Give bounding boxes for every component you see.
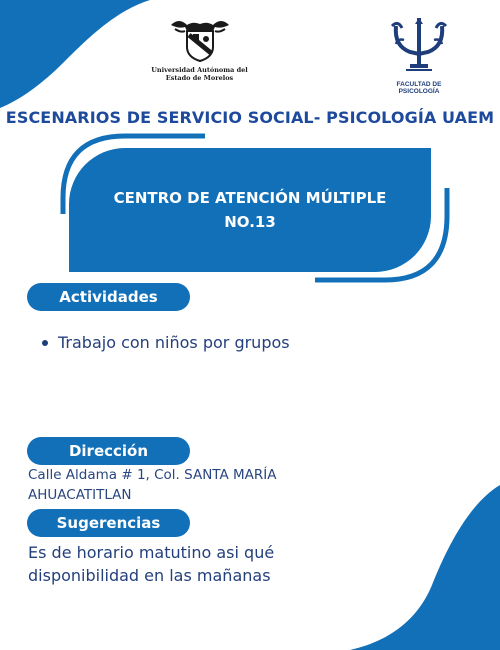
decorative-blob-bottom-right — [350, 485, 500, 650]
center-name-line2: NO.13 — [224, 213, 276, 231]
actividades-list-item — [42, 333, 290, 352]
sugerencias-label: Sugerencias — [27, 509, 190, 537]
uaem-logo — [142, 15, 257, 82]
psicologia-name: FACULTAD DE PSICOLOGÍA — [396, 81, 442, 95]
psicologia-logo — [378, 16, 460, 95]
direccion-label: Dirección — [27, 437, 190, 465]
uaem-seal-icon — [169, 15, 231, 63]
uaem-name-line1: Universidad Autónoma del — [151, 66, 248, 74]
bullet-icon — [42, 340, 48, 346]
page-title: ESCENARIOS DE SERVICIO SOCIAL- PSICOLOGÍA UAEM — [5, 108, 495, 127]
center-name — [114, 186, 387, 234]
decorative-blob-top-left — [0, 0, 160, 110]
sugerencias-line2: disponibilidad en las mañanas — [28, 566, 271, 585]
uaem-name — [142, 66, 257, 82]
actividad-text: Trabajo con niños por grupos — [58, 333, 290, 352]
center-name-line1: CENTRO DE ATENCIÓN MÚLTIPLE — [113, 189, 387, 207]
center-card — [69, 148, 431, 272]
actividades-label: Actividades — [27, 283, 190, 311]
direccion-text — [28, 465, 328, 505]
direccion-line1: Calle Aldama # 1, Col. SANTA MARÍA — [28, 467, 277, 483]
direccion-line2: AHUACATITLAN — [28, 487, 132, 503]
psi-symbol-icon — [388, 16, 450, 74]
sugerencias-line1: Es de horario matutino asi qué — [28, 543, 275, 562]
uaem-name-line2: Estado de Morelos — [165, 74, 234, 82]
sugerencias-text — [28, 541, 348, 587]
